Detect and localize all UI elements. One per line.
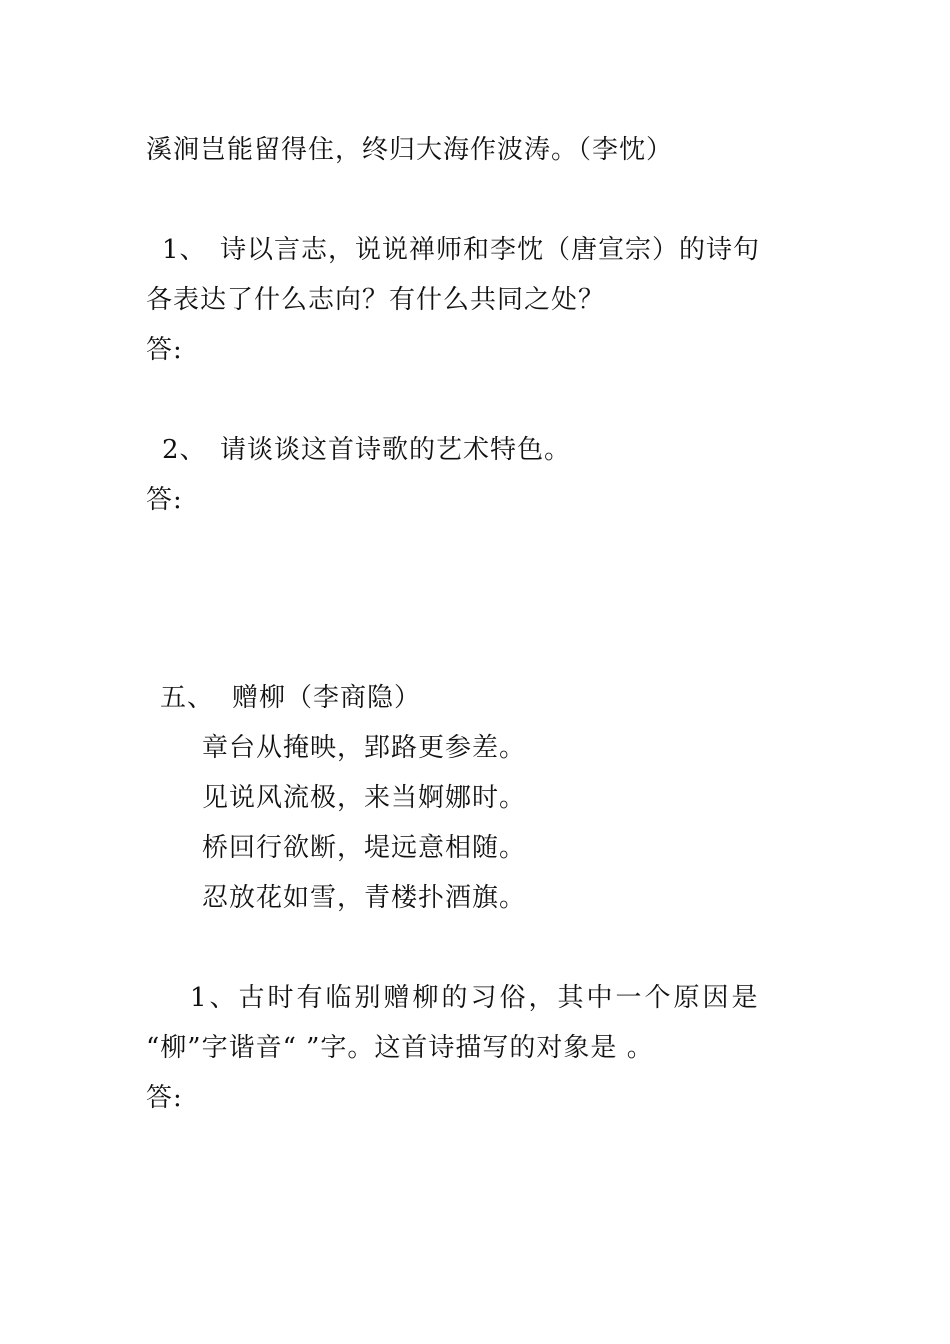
question-2-answer-label: 答: [146,485,183,515]
question-1-text-line-2: 各表达了什么志向？有什么共同之处？ [146,285,606,315]
question-1-text-line-1: 诗以言志，说说禅师和李忱（唐宣宗）的诗句 [220,235,761,265]
section-5-question-1-line-2: “柳”字谐音“ ”字。这首诗描写的对象是 。 [146,1033,654,1063]
section-5-question-1-answer-label: 答: [146,1083,183,1113]
question-1-number: 1、 [162,235,207,265]
poem-line-3: 桥回行欲断，堤远意相随。 [202,833,527,863]
poem-line-1: 章台从掩映，郢路更参差。 [202,733,527,763]
question-2-number: 2、 [162,435,207,465]
question-1-answer-label: 答: [146,335,183,365]
poem-line-2: 见说风流极，来当婀娜时。 [202,783,527,813]
poem-closing-line: 溪涧岂能留得住，终归大海作波涛。（李忱） [146,135,674,165]
question-2-text: 请谈谈这首诗歌的艺术特色。 [220,435,572,465]
section-5-question-1-line-1: 1、古时有临别赠柳的习俗，其中一个原因是 [190,983,761,1013]
poem-line-4: 忍放花如雪，青楼扑酒旗。 [202,883,527,913]
section-5-title: 赠柳（李商隐） [232,683,422,713]
section-5-number: 五、 [160,683,215,713]
